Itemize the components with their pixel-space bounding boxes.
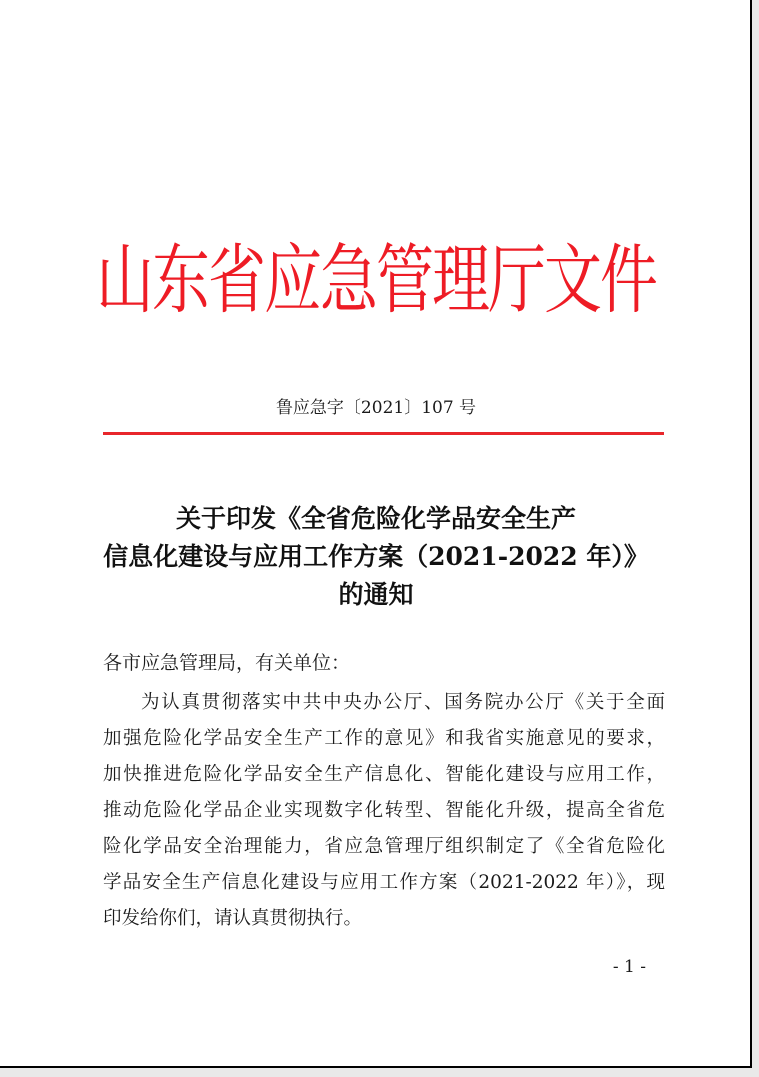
title-line: 信息化建设与应用工作方案（2021-2022 年）》 — [103, 542, 649, 571]
page-number: - 1 - — [612, 957, 646, 977]
title-line: 关于印发《全省危险化学品安全生产 — [175, 504, 576, 533]
title-line: 的通知 — [338, 580, 414, 609]
document-number: 鲁应急字〔2021〕107 号 — [275, 398, 477, 418]
body-line: 为认真贯彻落实中共中央办公厅、国务院办公厅《关于全面 — [141, 692, 665, 713]
salutation: 各市应急管理局，有关单位： — [103, 652, 351, 674]
body-line: 险化学品安全治理能力，省应急管理厅组织制定了《全省危险化 — [103, 836, 665, 857]
red-divider-line — [103, 432, 664, 435]
body-line: 推动危险化学品企业实现数字化转型、智能化升级，提高全省危 — [103, 800, 665, 821]
notice-title — [0, 500, 752, 614]
letterhead-title: 山东省应急管理厅文件 — [95, 235, 656, 325]
body-line: 学品安全生产信息化建设与应用工作方案（2021-2022 年）》，现 — [103, 872, 665, 893]
body-paragraph — [103, 685, 665, 937]
body-line: 加强危险化学品安全生产工作的意见》和我省实施意见的要求， — [103, 728, 665, 749]
body-line: 印发给你们，请认真贯彻执行。 — [103, 908, 363, 929]
body-line: 加快推进危险化学品安全生产信息化、智能化建设与应用工作， — [103, 764, 665, 785]
